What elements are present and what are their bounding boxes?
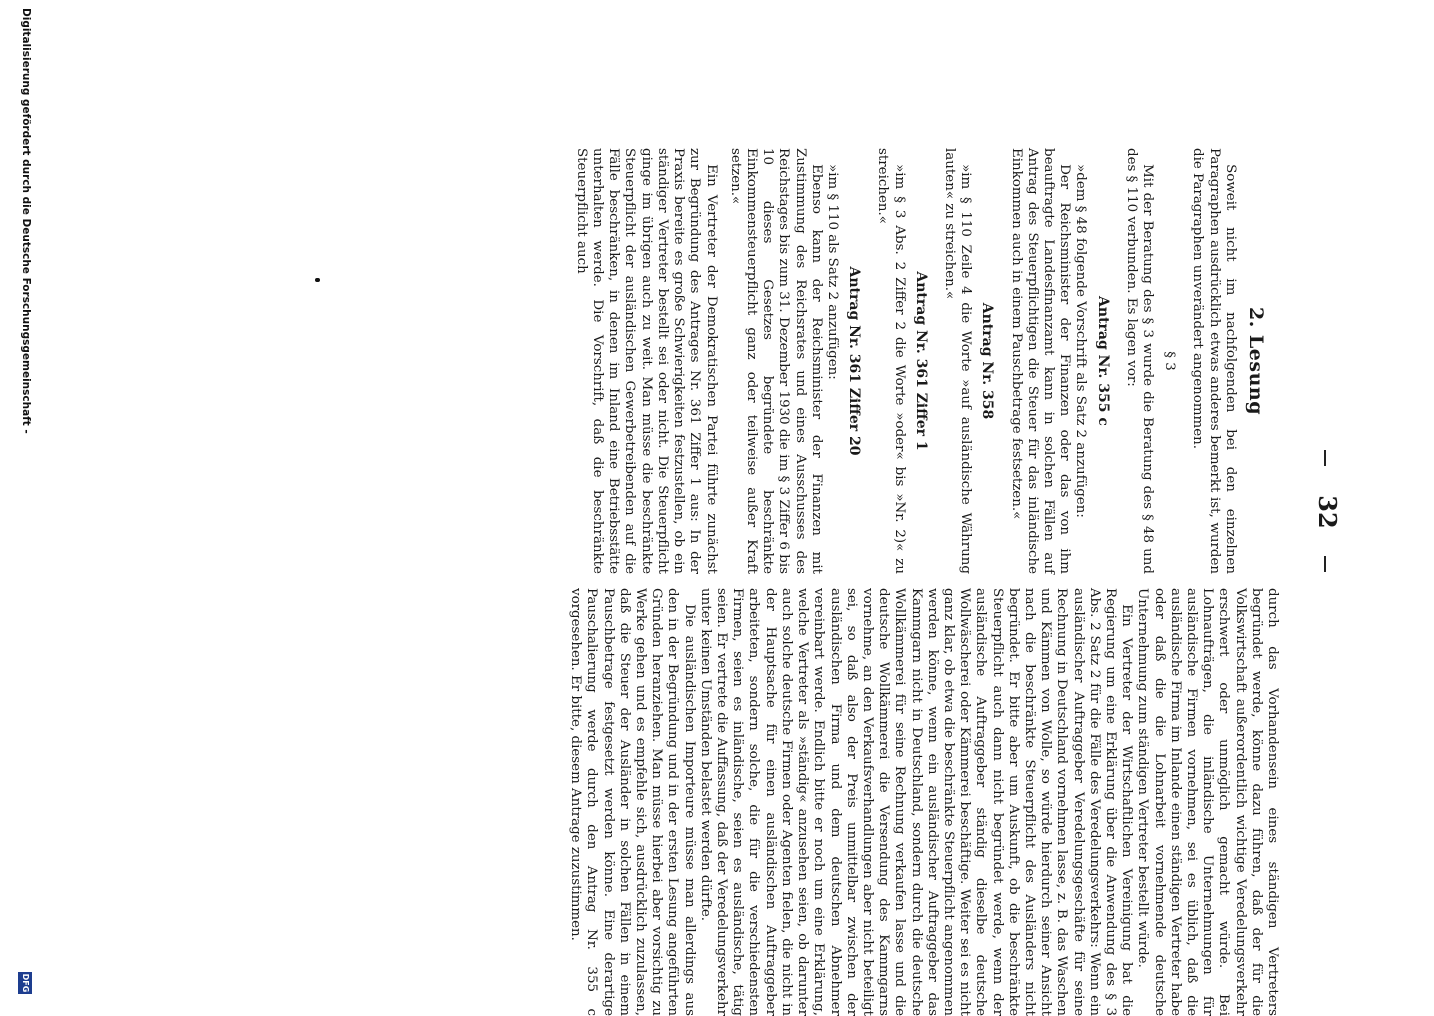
section-paragraph: Mit der Beratung des § 3 wurde die Beratung des § 48 und des § 110 verbunden. Es lagen vor: [1123,148,1155,574]
left-column [573,148,1267,574]
antrag-361-1-title: Antrag Nr. 361 Ziffer 1 [912,271,929,451]
vereinigung-paragraph: Ein Vertreter der Wirtschaftlichen Vereinigung bat die Regierung um eine Erklärung über die Anwendung des § 3 Abs. 2 Satz 2 für die Fälle des Veredelungsverkehrs: Wenn ein ausländischer Auftraggeber Veredelungsgeschäfte für seine Rechnung in Deutschland vornehmen lasse, z. B. das Waschen und Kämmen von Wolle, so würde hierdurch seiner Ansicht nach die beschränkte Steuerpflicht des Ausländers nicht begründet. Er bitte aber um Auskunft, ob die beschränkte Steuerpflicht auch dann nicht begründet werde, wenn der ausländische Auftraggeber ständig dieselbe deutsche Wollwäscherei oder Kämmerei beschäftige. Weiter sei es nicht ganz klar, ob etwa die beschränkte Steuerpflicht angenommen werden könne, wenn ein ausländischer Auftraggeber das Kammgarn nicht in Deutschland, sondern durch die deutsche Wollkämmerei für seine Rechnung verkaufen lasse und die deutsche Wollkämmerei die Versendung des Kammgarns vornehme, an den Verkaufsverhandlungen aber nicht beteiligt sei, so daß also der Preis unmittelbar zwischen der ausländischen Firma und dem deutschen Abnehmer vereinbart werde. Endlich bitte er noch um eine Erklärung, welche Vertreter als »ständig« anzusehen seien, ob darunter auch solche deutsche Firmen oder Agenten fielen, die nicht in der Hauptsache für einen ausländischen Auftraggeber arbeiteten, sondern solche, die für die verschiedensten Firmen, seien es inländische, seien es ausländische, tätig seien. Er vertrete die Auffassung, daß der Veredelungsverkehr unter keinen Umständen belastet werden dürfte. [697,588,1135,1016]
intro-paragraph: Soweit nicht im nachfolgenden bei den einzelnen Paragraphen ausdrücklich etwas anderes bemerkt ist, wurden die Paragraphen unverändert angenommen. [1190,148,1238,574]
dfg-logo: DFG [18,972,32,994]
credit-text: Digitalisierung gefördert durch die Deutsche Forschungsgemeinschaft - [20,8,32,434]
antrag-361-20-title: Antrag Nr. 361 Ziffer 20 [846,266,863,456]
antrag-355c-title: Antrag Nr. 355 c [1094,296,1111,426]
page-header [1302,0,1342,1000]
ink-speck [315,278,320,282]
header-dash-left [1324,450,1326,466]
right-column [567,588,1280,1016]
antrag-355c-body: Der Reichsminister der Finanzen oder das von ihm beauftragte Landesfinanzamt kann in solchen Fällen auf Antrag des Steuerpflichtigen die Steuer für das inländische Einkommen auch in einem Pauschbetrage festsetzen.« [1008,148,1073,574]
antrag-361-20-body: Ebenso kann der Reichsminister der Finanzen mit Zustimmung des Reichsrates und eines Ausschusses des Reichstages bis zum 31. Dezember 1930 die im § 3 Ziffer 6 bis 10 dieses Gesetzes begründete beschränkte Einkommensteuerpflicht ganz oder teilweise außer Kraft setzen.« [727,148,824,574]
antrag-361-20-quote: »im § 110 als Satz 2 anzufügen: [824,164,840,380]
reading-heading: 2. Lesung [1245,306,1267,415]
antrag-361-1-quote: »im § 3 Abs. 2 Ziffer 2 die Worte »oder« bis »Nr. 2)« zu streichen.« [875,148,907,574]
importeure-paragraph: Die ausländischen Importeure müsse man allerdings aus den in der Begründung und in der ersten Lesung angeführten Gründen heranziehen. Man müsse hierbei aber vorsichtig zu Werke gehen und es empfehle sich, ausdrücklich zuzulassen, daß die Steuer der Ausländer in solchen Fällen in einem Pauschbetrage festgesetzt werden könne. Eine derartige Pauschalierung werde durch den Antrag Nr. 355 c vorgesehen. Er bitte, diesem Antrage zuzustimmen. [568,588,697,1016]
digitization-credit [12,0,32,1000]
discussion-paragraph: Ein Vertreter der Demokratischen Partei führte zunächst zur Begründung des Antrages Nr. 361 Ziffer 1 aus: In der Praxis bereite es große Schwierigkeiten festzustellen, ob ein ständiger Vertreter bestellt sei oder nicht. Die Steuerpflicht ginge im übrigen auch zu weit. Man müsse die beschränkte Steuerpflicht der ausländischen Gewerbetreibenden auf die Fälle beschränken, in denen im Inland eine Betriebsstätte unterhalten werde. Die Vorschrift, daß die beschränkte Steuerpflicht auch [573,148,719,574]
header-dash-right [1324,556,1326,572]
antrag-355c-quote: »dem § 48 folgende Vorschrift als Satz 2 anzufügen: [1073,164,1089,518]
section-heading: § 3 [1162,351,1178,371]
antrag-358-title: Antrag Nr. 358 [979,302,996,420]
continuation-paragraph: durch das Vorhandensein eines ständigen Vertreters begründet werde, könne dazu führen, daß der für die Volkswirtschaft außerordentlich wichtige Veredelungsverkehr erschwert oder unmöglich gemacht würde. Bei Lohnaufträgen, die inländische Unternehmungen für ausländische Firmen vornehmen, sei es üblich, daß die ausländische Firma im Inlande einen ständigen Vertreter habe oder daß die die Lohnarbeit vornehmende deutsche Unternehmung zum ständigen Vertreter bestellt würde. [1135,588,1280,1016]
antrag-358-quote: »im § 110 Zeile 4 die Worte »auf ausländische Währung lauten« zu streichen.« [941,148,974,574]
page-number: 32 [1313,495,1342,529]
